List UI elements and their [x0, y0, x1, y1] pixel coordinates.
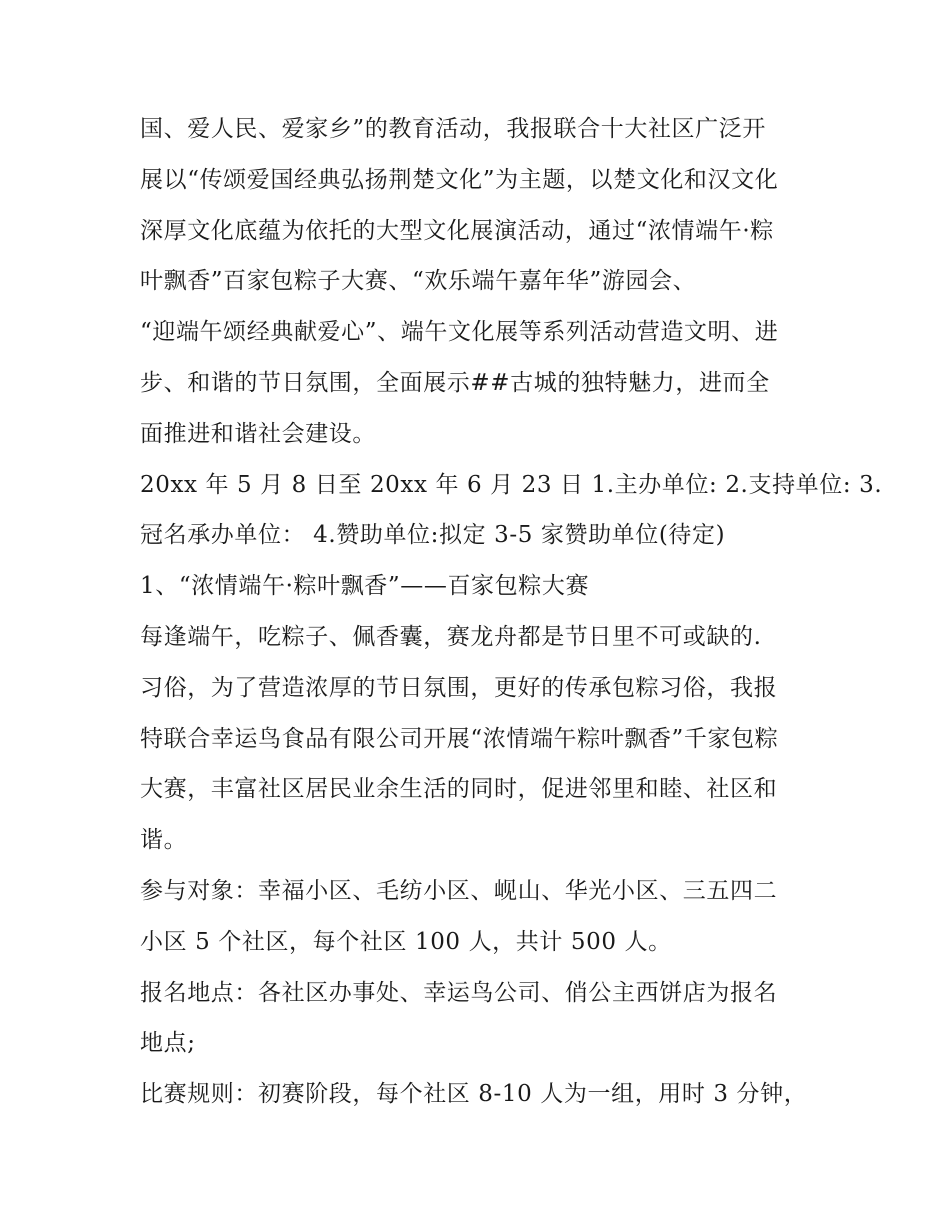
text-line: 小区 5 个社区，每个社区 100 人，共计 500 人。	[140, 928, 672, 955]
text-line: 深厚文化底蕴为依托的大型文化展演活动，通过“浓情端午·粽	[140, 217, 774, 244]
text-line: 每逢端午，吃粽子、佩香囊，赛龙舟都是节日里不可或缺的.	[140, 623, 762, 650]
text-line: 大赛，丰富社区居民业余生活的同时，促进邻里和睦、社区和	[140, 776, 778, 803]
text-line: 特联合幸运鸟食品有限公司开展“浓情端午粽叶飘香”千家包粽	[140, 725, 779, 752]
text-line: 谐。	[140, 827, 188, 854]
text-line: 国、爱人民、爱家乡”的教育活动，我报联合十大社区广泛开	[140, 116, 766, 142]
participants-line: 参与对象：幸福小区、毛纺小区、岘山、华光小区、三五四二	[140, 877, 778, 904]
text-line: 地点;	[140, 1030, 196, 1057]
date-organizers-line: 20xx 年 5 月 8 日至 20xx 年 6 月 23 日 1.主办单位: 2.支持单位: 3.	[140, 471, 883, 498]
text-line: 步、和谐的节日氛围，全面展示##古城的独特魅力，进而全	[140, 369, 770, 396]
text-line: 习俗，为了营造浓厚的节日氛围，更好的传承包粽习俗，我报	[140, 674, 778, 701]
text-line: 面推进和谐社会建设。	[140, 420, 376, 447]
document-page	[140, 104, 883, 1120]
text-line: “迎端午颂经典献爱心”、端午文化展等系列活动营造文明、进	[140, 319, 779, 346]
text-line: 展以“传颂爱国经典弘扬荆楚文化”为主题，以楚文化和汉文化	[140, 166, 779, 193]
sponsors-line: 冠名承办单位： 4.赞助单位:拟定 3-5 家赞助单位(待定)	[140, 522, 726, 549]
rules-line: 比赛规则：初赛阶段，每个社区 8-10 人为一组，用时 3 分钟，	[140, 1081, 808, 1108]
text-line: 叶飘香”百家包粽子大赛、“欢乐端午嘉年华”游园会、	[140, 268, 697, 295]
section-heading: 1、“浓情端午·粽叶飘香”——百家包粽大赛	[140, 573, 590, 600]
registration-line: 报名地点：各社区办事处、幸运鸟公司、俏公主西饼店为报名	[140, 979, 778, 1006]
